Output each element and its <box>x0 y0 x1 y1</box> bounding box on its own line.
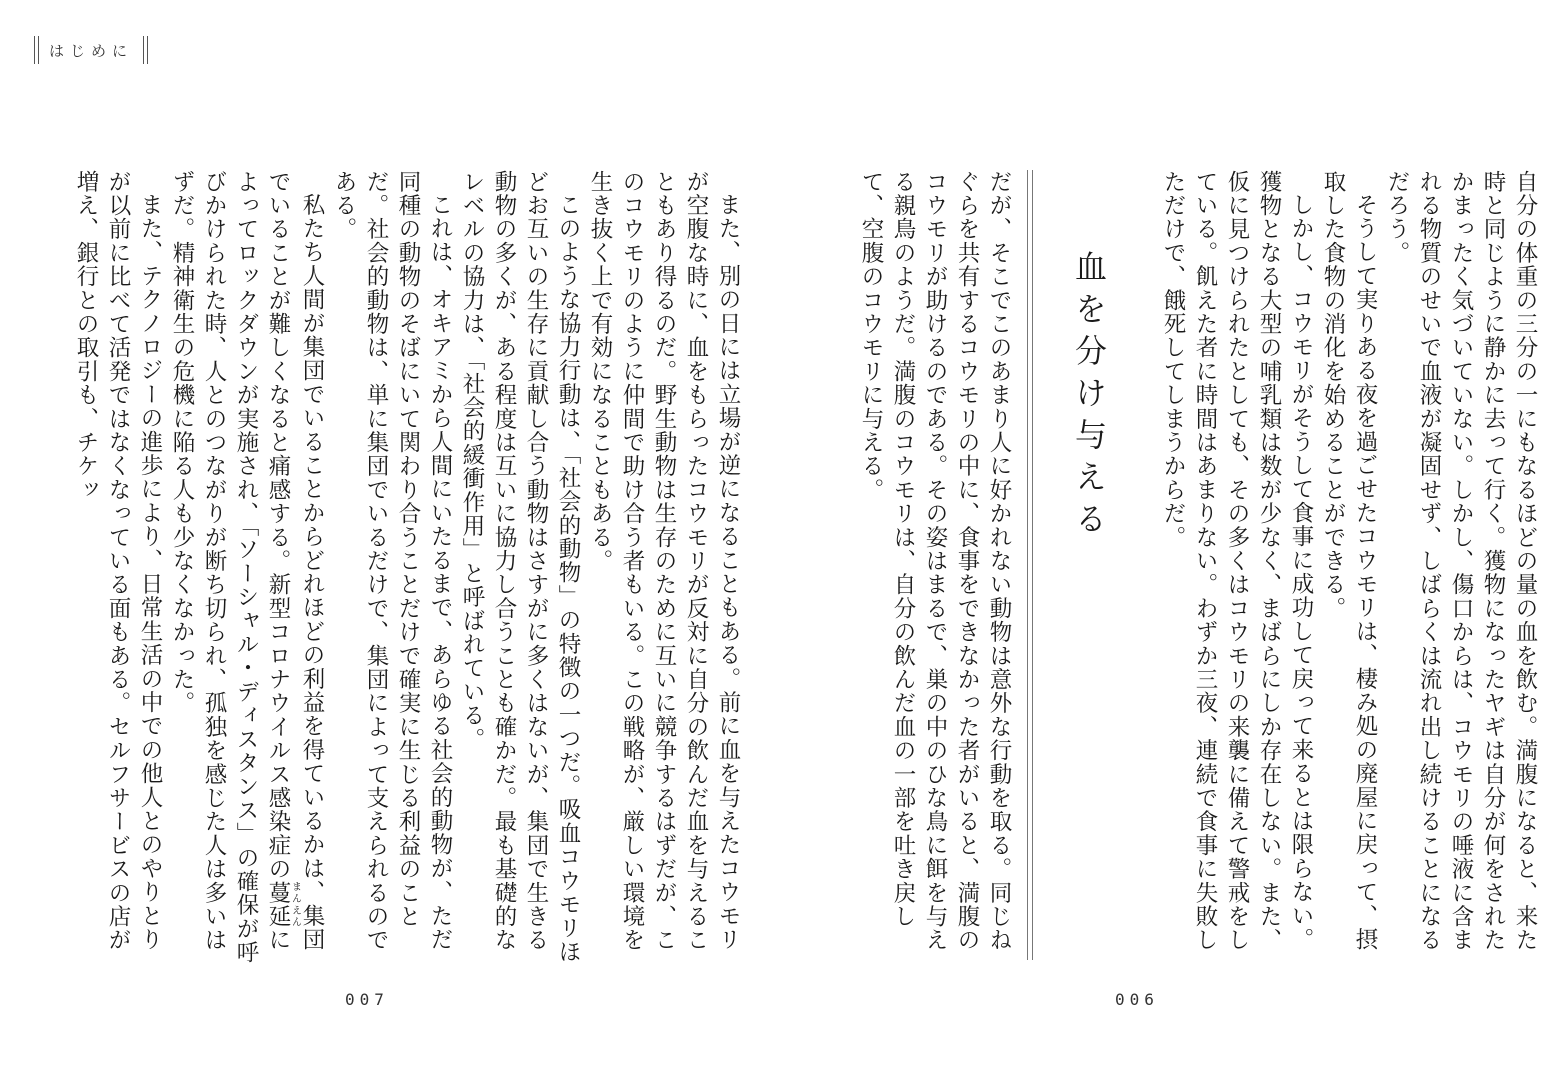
page-left-body <box>70 170 744 970</box>
ruby-annotation <box>265 881 301 929</box>
paragraph: そうして実りある夜を過ごせたコウモリは、棲み処の廃屋に戻って、摂取した食物の消化を始めることができる。 <box>1320 170 1378 951</box>
paragraph-with-ruby <box>166 170 328 970</box>
running-head <box>34 36 148 64</box>
paragraph: また、別の日には立場が逆になることもある。前に血を与えたコウモリが空腹な時に、血をもらったコウモリが反対に自分の飲んだ血を与えることもあり得るのだ。野生動物は生存のために互いに競争するはずだが、このコウモリのように仲間で助け合う者もいる。この戦略が、厳しい環境を生き抜く上で有効になることもある。 <box>587 170 741 953</box>
running-head-title: はじめに <box>49 41 134 60</box>
page-right-body <box>855 170 1541 970</box>
paragraph: 自分の体重の三分の一にもなるほどの量の血を飲む。満腹になると、来た時と同じように静かに去って行く。獲物になったヤギは自分が何をされたかまったく気づいていない。しかし、傷口からは、コウモリの唾液に含まれる物質のせいで血液が凝固せず、しばらくは流れ出し続けることになるだろう。 <box>1384 170 1538 953</box>
ruby-base: 蔓延 <box>265 881 291 929</box>
paragraph: このような協力行動は、「社会的動物」の特徴の一つだ。吸血コウモリほどお互いの生存に貢献し合う動物はさすがに多くはないが、集団で生きる動物の多くが、ある程度は互いに協力し合うことも確かだ。最も基礎的なレベルの協力は、「社会的緩衝作用」と呼ばれている。 <box>459 170 581 964</box>
page-left <box>70 170 741 990</box>
paragraph: しかし、コウモリがそうして食事に成功して戻って来るとは限らない。獲物となる大型の哺乳類は数が少なく、まばらにしか存在しない。また、仮に見つけられたとしても、その多くはコウモリの来襲に備えて警戒をしている。飢えた者に時間はあまりない。わずか三夜、連続で食事に失敗しただけで、餓死してしまうからだ。 <box>1160 170 1314 953</box>
paragraph: また、テクノロジーの進歩により、日常生活の中での他人とのやりとりが以前に比べて活発ではなくなっている面もある。セルフサービスの店が増え、銀行との取引も、チケッ <box>73 170 163 953</box>
section-heading-block <box>1033 170 1139 950</box>
ruby-reading: まんえん <box>289 881 301 929</box>
section-heading: 血を分け与える <box>1070 250 1108 544</box>
paragraph: これは、オキアミから人間にいたるまで、あらゆる社会的動物が、ただ同種の動物のそばにいて関わり合うことだけで確実に生じる利益のことだ。社会的動物は、単に集団でいるだけで、集団によって支えられるのである。 <box>331 170 453 953</box>
page-number-right: 006 <box>1115 990 1159 1009</box>
heading-rule <box>1027 170 1033 960</box>
text-segment: 私たち人間が集団でいることからどれほどの利益を得ているかは、集団でいることが難しくなると痛感する。新型コロナウイルス感染症の <box>265 170 325 951</box>
running-head-rule-right <box>143 36 148 64</box>
page-right <box>855 170 1538 990</box>
text-segment: によってロックダウンが実施され、「ソーシャル・ディスタンス」の確保が呼びかけられた時、人とのつながりが断ち切られ、孤独を感じた人は多いはずだ。精神衛生の危機に陥る人も少なくなかった。 <box>169 170 291 965</box>
paragraph: だが、そこでこのあまり人に好かれない動物は意外な行動を取る。同じねぐらを共有するコウモリの中に、食事をできなかった者がいると、満腹のコウモリが助けるのである。その姿はまるで、巣の中のひな鳥に餌を与える親鳥のようだ。満腹のコウモリは、自分の飲んだ血の一部を吐き戻して、空腹のコウモリに与える。 <box>858 170 1012 953</box>
page-number-left: 007 <box>345 990 389 1009</box>
running-head-rule-left <box>34 36 39 64</box>
